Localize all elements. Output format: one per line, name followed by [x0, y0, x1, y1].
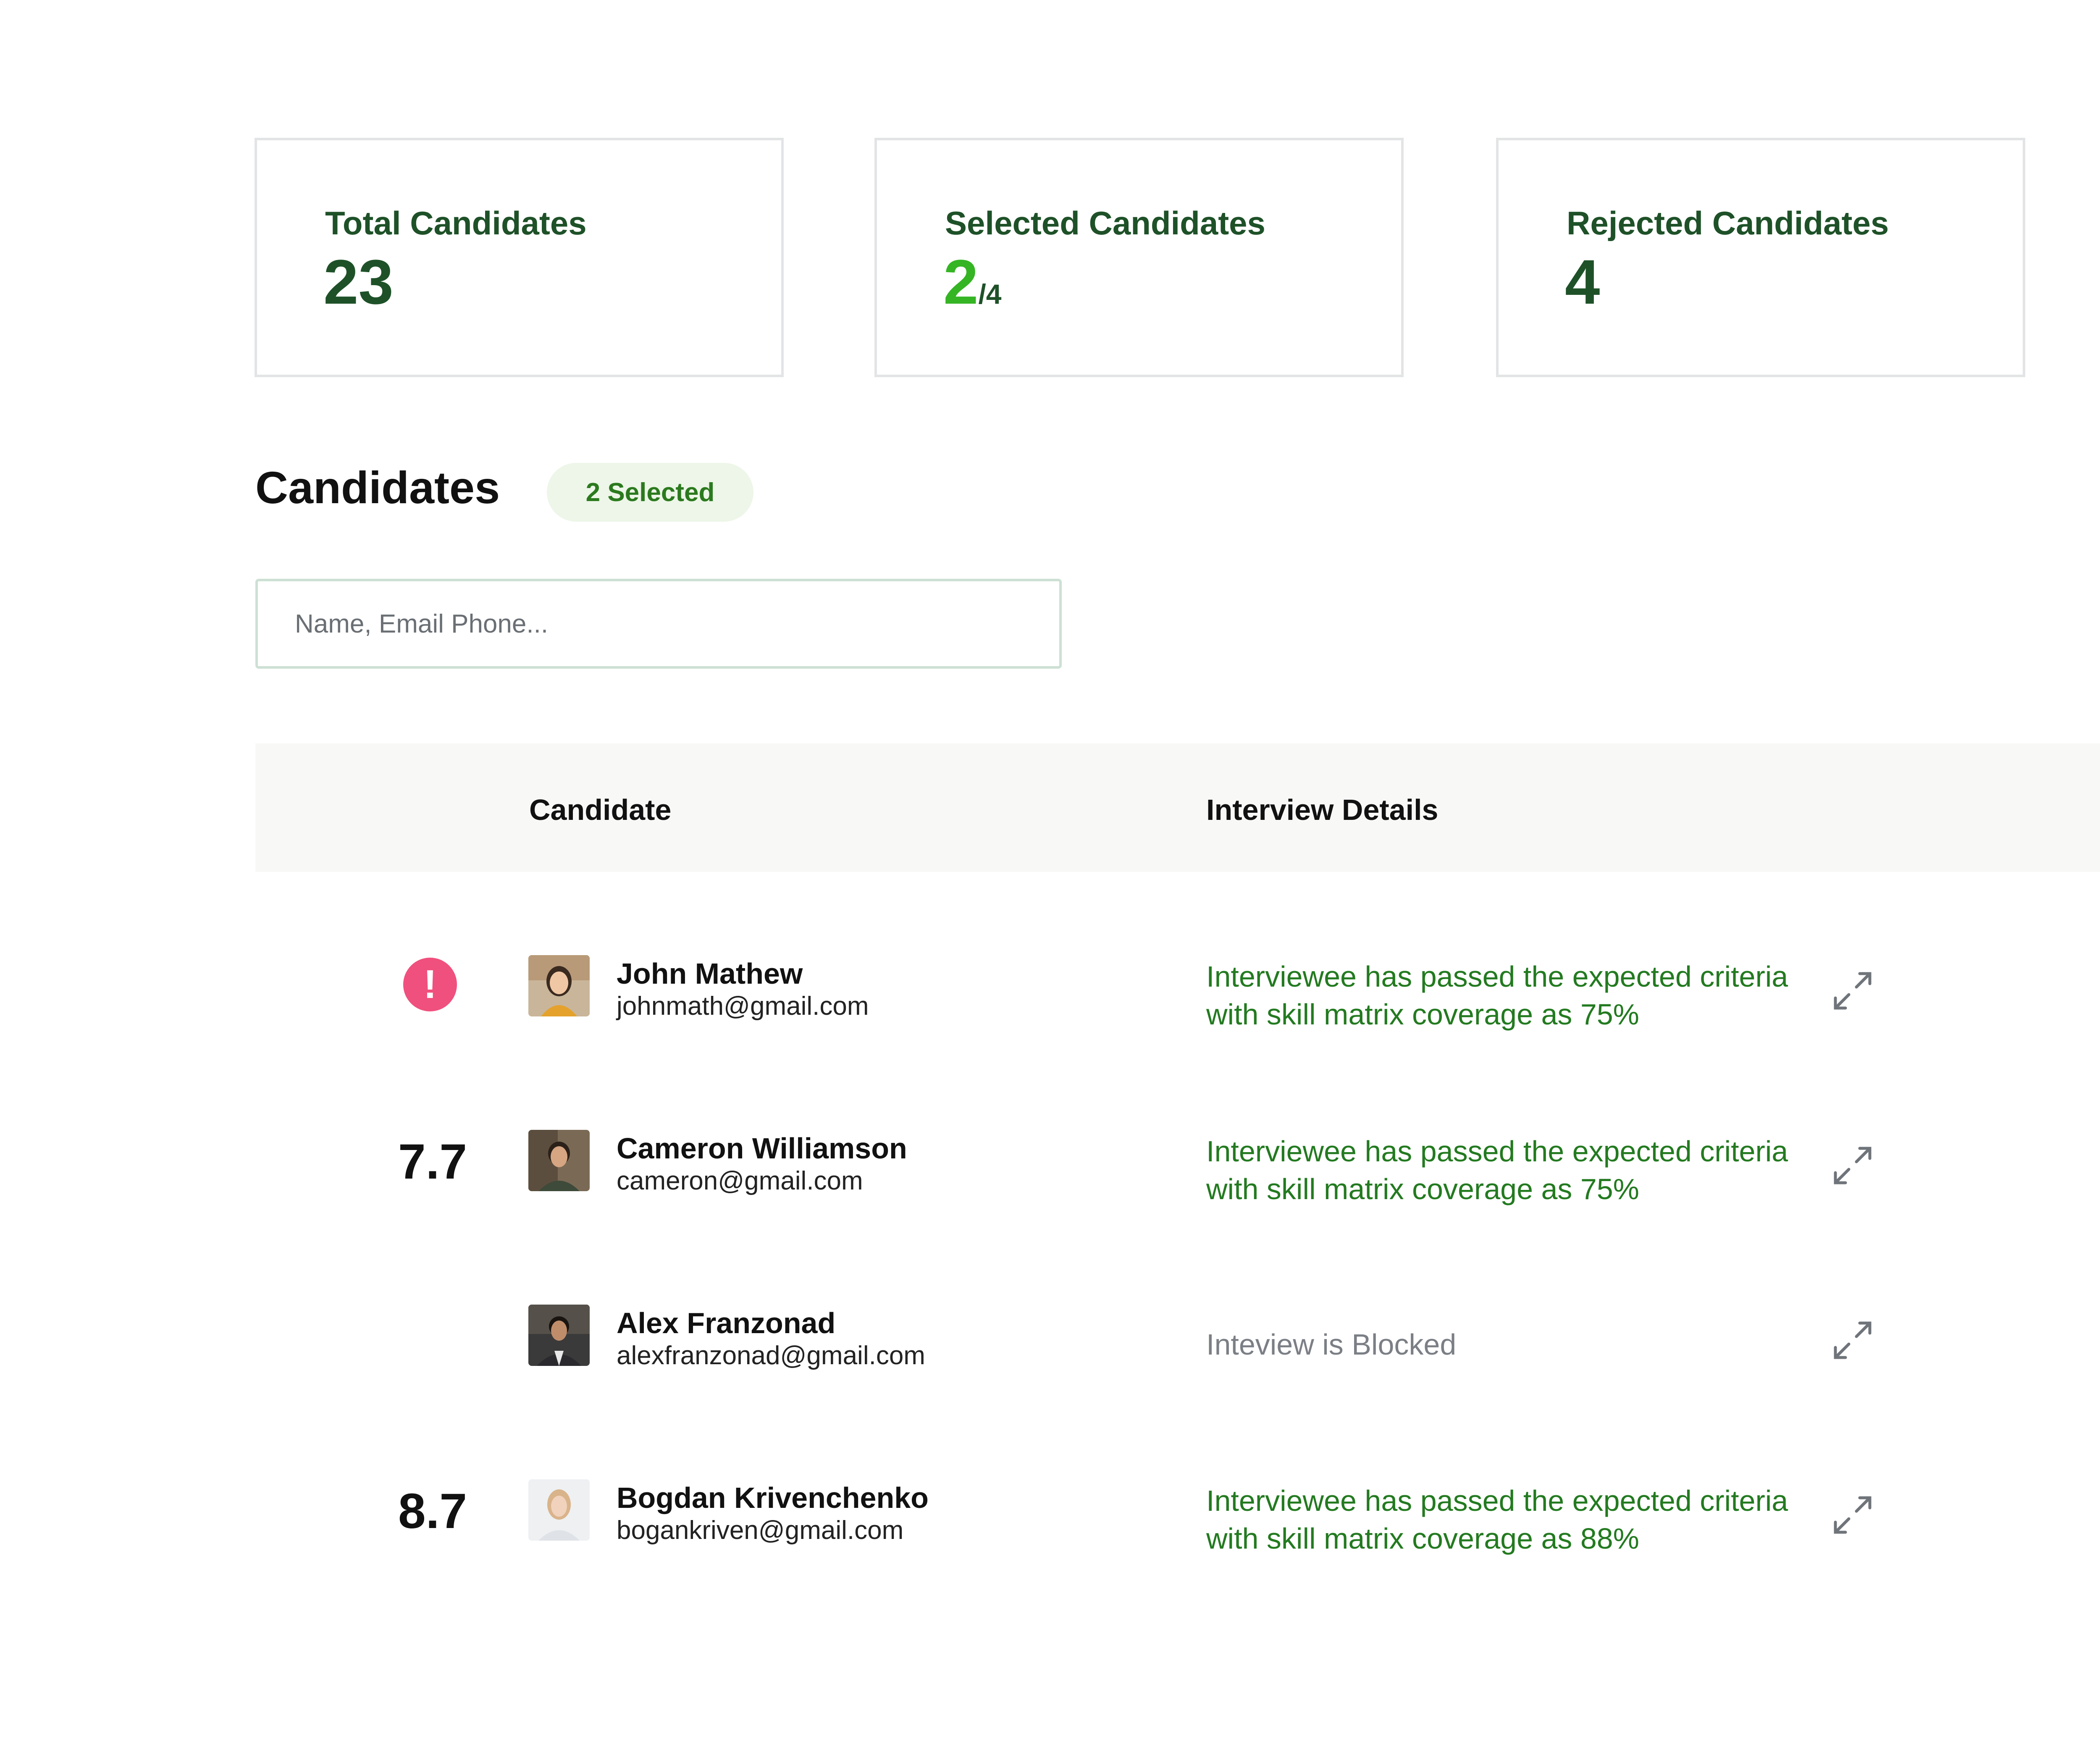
column-header-candidate: Candidate	[529, 793, 672, 826]
candidate-email: johnmath@gmail.com	[617, 992, 869, 1021]
stat-card-total	[255, 138, 784, 377]
table-row	[0, 923, 2100, 1049]
interview-details: Interviewee has passed the expected criteria with skill matrix coverage as 75%	[1206, 960, 1788, 1031]
avatar	[528, 1479, 590, 1541]
table-row	[0, 1447, 2100, 1573]
stat-value: 23	[323, 247, 394, 317]
stat-title: Selected Candidates	[945, 205, 1265, 242]
column-header-interview-details: Interview Details	[1206, 793, 1438, 826]
interview-details: Interviewee has passed the expected criteria with skill matrix coverage as 88%	[1206, 1484, 1788, 1555]
avatar	[528, 1305, 590, 1366]
candidate-name: Alex Franzonad	[617, 1307, 836, 1339]
section-title: Candidates	[255, 462, 500, 513]
expand-icon[interactable]	[1830, 1317, 1876, 1363]
table-row	[0, 1098, 2100, 1224]
candidate-name: John Mathew	[617, 957, 803, 990]
selected-count-badge: 2 Selected	[547, 463, 753, 522]
expand-icon[interactable]	[1830, 968, 1876, 1014]
interview-details: Inteview is Blocked	[1206, 1328, 1457, 1361]
table-row	[0, 1273, 2100, 1399]
stat-card-rejected	[1496, 138, 2025, 377]
interview-details: Interviewee has passed the expected criteria with skill matrix coverage as 75%	[1206, 1135, 1788, 1205]
stat-card-selected	[874, 138, 1404, 377]
candidate-email: alexfranzonad@gmail.com	[617, 1341, 925, 1370]
candidate-score: 8.7	[398, 1484, 467, 1539]
avatar	[528, 1130, 590, 1191]
candidate-email: bogankriven@gmail.com	[617, 1516, 904, 1545]
candidate-score: 7.7	[398, 1134, 467, 1189]
search-input[interactable]	[255, 579, 1062, 669]
stat-value: 2/4	[943, 247, 1002, 317]
alert-icon: !	[403, 958, 457, 1011]
stat-title: Rejected Candidates	[1567, 205, 1889, 242]
table-header	[255, 743, 2100, 872]
candidate-email: cameron@gmail.com	[617, 1166, 863, 1195]
candidate-name: Bogdan Krivenchenko	[617, 1481, 929, 1514]
stat-title: Total Candidates	[325, 205, 587, 242]
avatar	[528, 955, 590, 1016]
expand-icon[interactable]	[1830, 1142, 1876, 1189]
expand-icon[interactable]	[1830, 1492, 1876, 1538]
stat-value-suffix: /4	[978, 278, 1002, 310]
stat-value: 4	[1565, 247, 1600, 317]
candidate-name: Cameron Williamson	[617, 1132, 907, 1165]
